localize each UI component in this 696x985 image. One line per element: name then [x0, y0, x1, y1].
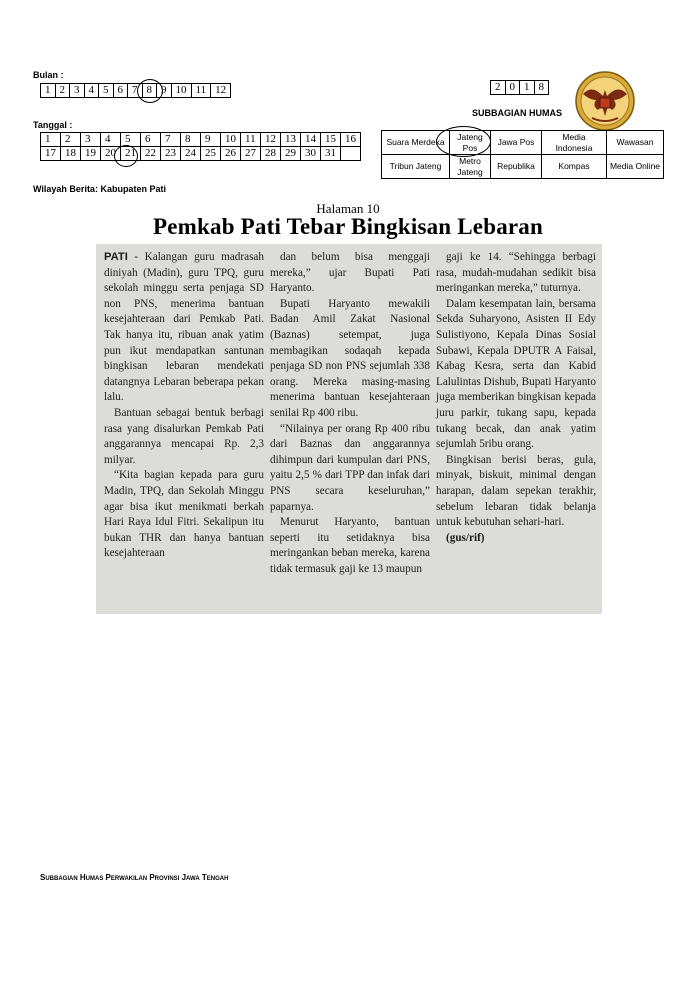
- date-cell: 24: [181, 147, 201, 161]
- garuda-emblem-icon: [574, 70, 636, 132]
- year-table: [490, 80, 549, 95]
- page-number: Halaman 10: [316, 201, 380, 216]
- media-cell: Jateng Pos: [450, 131, 491, 155]
- date-cell: 25: [201, 147, 221, 161]
- date-cell: 21: [121, 147, 141, 161]
- date-cell: 29: [281, 147, 301, 161]
- date-cell: 9: [201, 133, 221, 147]
- paragraph-text: gaji ke 14. “Sehingga berbagi rasa, mudah-mudahan sedikit bisa meringankan mereka,” tuturnya.: [436, 251, 596, 295]
- date-cell: 2: [61, 133, 81, 147]
- article-column: [270, 250, 430, 577]
- month-cell: 11: [191, 84, 211, 98]
- bulan-selected-circle: [137, 79, 163, 103]
- date-cell: 5: [121, 133, 141, 147]
- article-paragraph: [436, 453, 596, 531]
- month-cell: 8: [142, 84, 157, 98]
- media-cell: Media Indonesia: [542, 131, 607, 155]
- date-cell: 8: [181, 133, 201, 147]
- article-paragraph: [104, 250, 264, 406]
- date-cell: 12: [261, 133, 281, 147]
- media-cell: Tribun Jateng: [382, 155, 450, 179]
- article-column: [104, 250, 264, 562]
- paragraph-text: - Kalangan guru madrasah diniyah (Madin), guru TPQ, guru sekolah minggu serta penjaga SD non PNS, menerima bantuan kesejahteraan dari Pemkab Pati. Tak hanya itu, ribuan anak yatim pun ikut mendapatkan santunan bingkisan lebaran mendekati datangnya Lebaran beberapa pekan lalu.: [104, 251, 264, 404]
- year-digit: 2: [491, 81, 506, 95]
- article-clipping: [96, 244, 602, 614]
- article-paragraph: [104, 406, 264, 468]
- media-selected-circle: [436, 126, 491, 157]
- date-cell: 4: [101, 133, 121, 147]
- article-paragraph: [436, 531, 596, 547]
- article-paragraph: [436, 297, 596, 453]
- month-cell: 2: [55, 84, 70, 98]
- month-cell: 7: [128, 84, 143, 98]
- date-cell: 10: [221, 133, 241, 147]
- tanggal-label: Tanggal :: [33, 120, 73, 130]
- article-paragraph: [104, 468, 264, 562]
- tanggal-table: [40, 132, 361, 161]
- date-cell: 28: [261, 147, 281, 161]
- date-cell: 7: [161, 133, 181, 147]
- date-cell: 31: [321, 147, 341, 161]
- month-cell: 9: [157, 84, 172, 98]
- media-table: [381, 130, 664, 179]
- date-cell: 13: [281, 133, 301, 147]
- month-cell: 12: [211, 84, 231, 98]
- subbagian-label: SUBBAGIAN HUMAS: [472, 108, 562, 118]
- year-digit: 8: [534, 81, 549, 95]
- media-cell: Jawa Pos: [491, 131, 542, 155]
- paragraph-text: “Kita bagian kepada para guru Madin, TPQ, dan Sekolah Minggu agar bisa ikut menikmati berkah Hari Raya Idul Fitri. Sekalipun itu bukan THR dan hanya bantuan kesejahteraan: [104, 469, 264, 560]
- date-cell: 11: [241, 133, 261, 147]
- date-cell: 16: [341, 133, 361, 147]
- date-cell: 3: [81, 133, 101, 147]
- date-cell: [341, 147, 361, 161]
- date-cell: 20: [101, 147, 121, 161]
- month-cell: 4: [84, 84, 99, 98]
- paragraph-text: Bantuan sebagai bentuk berbagi rasa yang disalurkan Pemkab Pati anggarannya mencapai Rp. 2,3 milyar.: [104, 406, 264, 466]
- tanggal-selected-circle: [114, 145, 138, 167]
- bulan-label: Bulan :: [33, 70, 64, 80]
- footer-text: Subbagian Humas Perwakilan Provinsi Jawa Tengah: [40, 873, 229, 882]
- paragraph-text: Dalam kesempatan lain, bersama Sekda Suharyono, Asisten II Edy Sulistiyono, Kepala Dinas Sosial Subawi, Kepala DPUTR A Faisal, Kabag Kesra, serta dan Kabid Lalulintas Dishub, Bupati Haryanto juga memberikan bingkisan kepada juru parkir, tukang sapu, kepada tukang becak, dan anak yatim sejumlah 5ribu orang.: [436, 297, 596, 451]
- month-cell: 6: [113, 84, 128, 98]
- media-cell: Kompas: [542, 155, 607, 179]
- year-digit: 0: [505, 81, 520, 95]
- date-cell: 30: [301, 147, 321, 161]
- date-cell: 26: [221, 147, 241, 161]
- paragraph-text: Bingkisan berisi beras, gula, minyak, biskuit, minimal dengan harapan, dalam sepekan terakhir, sebelum lebaran tidak belanja untuk kebutuhan sehari-hari.: [436, 453, 596, 529]
- date-cell: 17: [41, 147, 61, 161]
- month-cell: 10: [171, 84, 191, 98]
- headline: Pemkab Pati Tebar Bingkisan Lebaran: [153, 214, 543, 239]
- month-cell: 5: [99, 84, 114, 98]
- paragraph-text: Bupati Haryanto mewakili Badan Amil Zakat Nasional (Baznas) setempat, juga membagikan sodaqah kepada penjaga SD non PNS sejumlah 338 orang. Mereka masing-masing menerima bantuan kesejahteraan senilai Rp 400 ribu.: [270, 297, 430, 419]
- date-cell: 23: [161, 147, 181, 161]
- paragraph-text: (gus/rif): [446, 531, 485, 544]
- date-cell: 22: [141, 147, 161, 161]
- dateline: PATI: [104, 251, 128, 263]
- date-cell: 15: [321, 133, 341, 147]
- date-cell: 6: [141, 133, 161, 147]
- date-cell: 18: [61, 147, 81, 161]
- date-cell: 1: [41, 133, 61, 147]
- article-column: [436, 250, 596, 546]
- media-cell: Suara Merdeka: [382, 131, 450, 155]
- paragraph-text: “Nilainya per orang Rp 400 ribu dari Baznas dan anggarannya dihimpun dari kumpulan dari PNS, yaitu 2,5 % dari TPP dan infak dari PNS secara keseluruhan,” paparnya.: [270, 422, 430, 513]
- year-digit: 1: [520, 81, 535, 95]
- article-paragraph: [436, 250, 596, 297]
- media-cell: Media Online: [607, 155, 664, 179]
- paragraph-text: Menurut Haryanto, bantuan seperti itu setidaknya bisa meringankan beban mereka, karena tidak termasuk gaji ke 13 maupun: [270, 516, 430, 575]
- media-cell: Metro Jateng: [450, 155, 491, 179]
- date-cell: 14: [301, 133, 321, 147]
- wilayah-label: Wilayah Berita: Kabupaten Pati: [33, 184, 166, 194]
- month-cell: 1: [41, 84, 56, 98]
- media-cell: Republika: [491, 155, 542, 179]
- article-paragraph: [270, 297, 430, 422]
- date-cell: 19: [81, 147, 101, 161]
- bulan-table: [40, 83, 231, 98]
- article-paragraph: [270, 515, 430, 577]
- article-paragraph: [270, 422, 430, 516]
- paragraph-text: dan belum bisa menggaji mereka,” ujar Bupati Pati Haryanto.: [270, 251, 430, 295]
- article-paragraph: [270, 250, 430, 297]
- date-cell: 27: [241, 147, 261, 161]
- month-cell: 3: [70, 84, 85, 98]
- media-cell: Wawasan: [607, 131, 664, 155]
